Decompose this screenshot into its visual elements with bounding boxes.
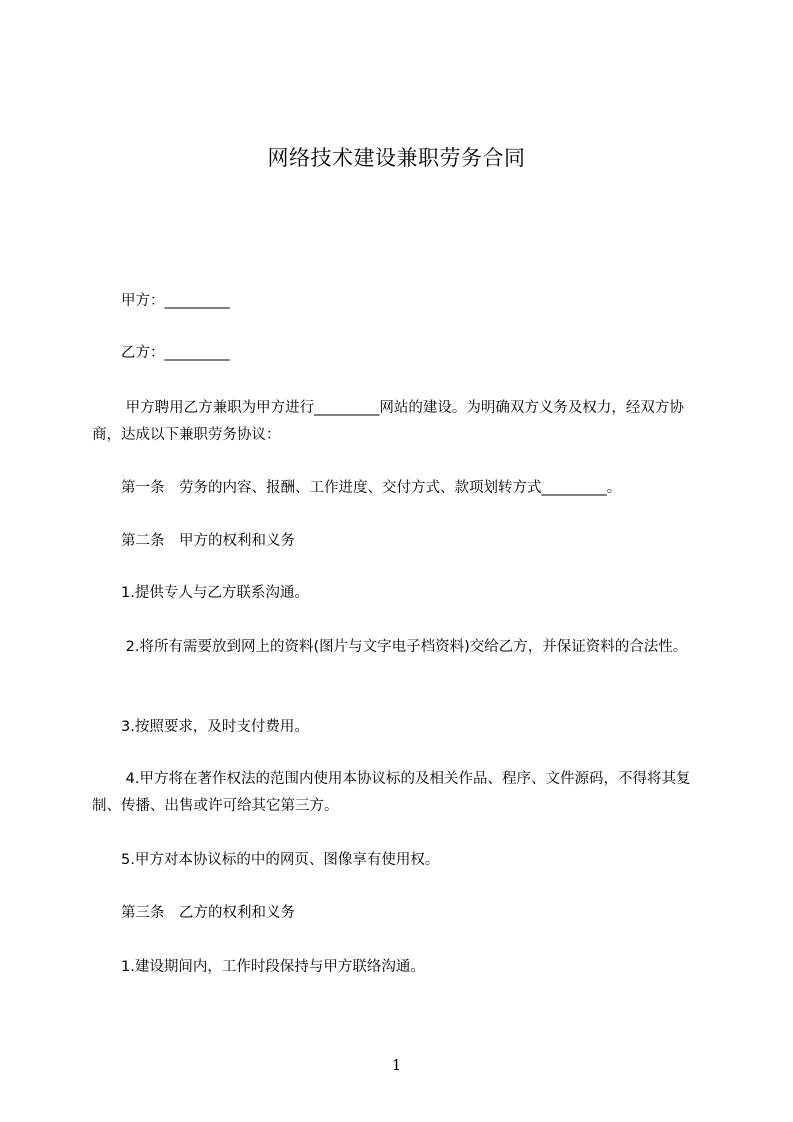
article-2-item-3: 3.按照要求，及时支付费用。: [92, 719, 309, 735]
document-title: 网络技术建设兼职劳务合同: [267, 146, 526, 170]
article-2-heading: 第二条 甲方的权利和义务: [92, 533, 295, 549]
article-3-item-1: 1.建设期间内，工作时段保持与甲方联络沟通。: [92, 959, 425, 975]
party-b-line: 乙方：_________: [92, 345, 230, 361]
intro-paragraph: 甲方聘用乙方兼职为甲方进行_________网站的建设。为明确双方义务及权力，经双方协商，达成以下兼职劳务协议：: [92, 400, 684, 443]
article-1: 第一条 劳务的内容、报酬、工作进度、交付方式、款项划转方式_________。: [92, 480, 622, 496]
article-2-item-1: 1.提供专人与乙方联系沟通。: [92, 585, 309, 601]
party-a-line: 甲方：_________: [92, 293, 230, 309]
article-2-item-5: 5.甲方对本协议标的中的网页、图像享有使用权。: [92, 852, 440, 868]
page-number: 1: [391, 1056, 402, 1074]
article-2-item-4: 4.甲方将在著作权法的范围内使用本协议标的及相关作品、程序、文件源码，不得将其复制、传播、出售或许可给其它第三方。: [92, 771, 691, 814]
article-3-heading: 第三条 乙方的权利和义务: [92, 905, 295, 921]
article-2-item-2: 2.将所有需要放到网上的资料(图片与文字电子档资料)交给乙方，并保证资料的合法性。: [92, 639, 688, 655]
